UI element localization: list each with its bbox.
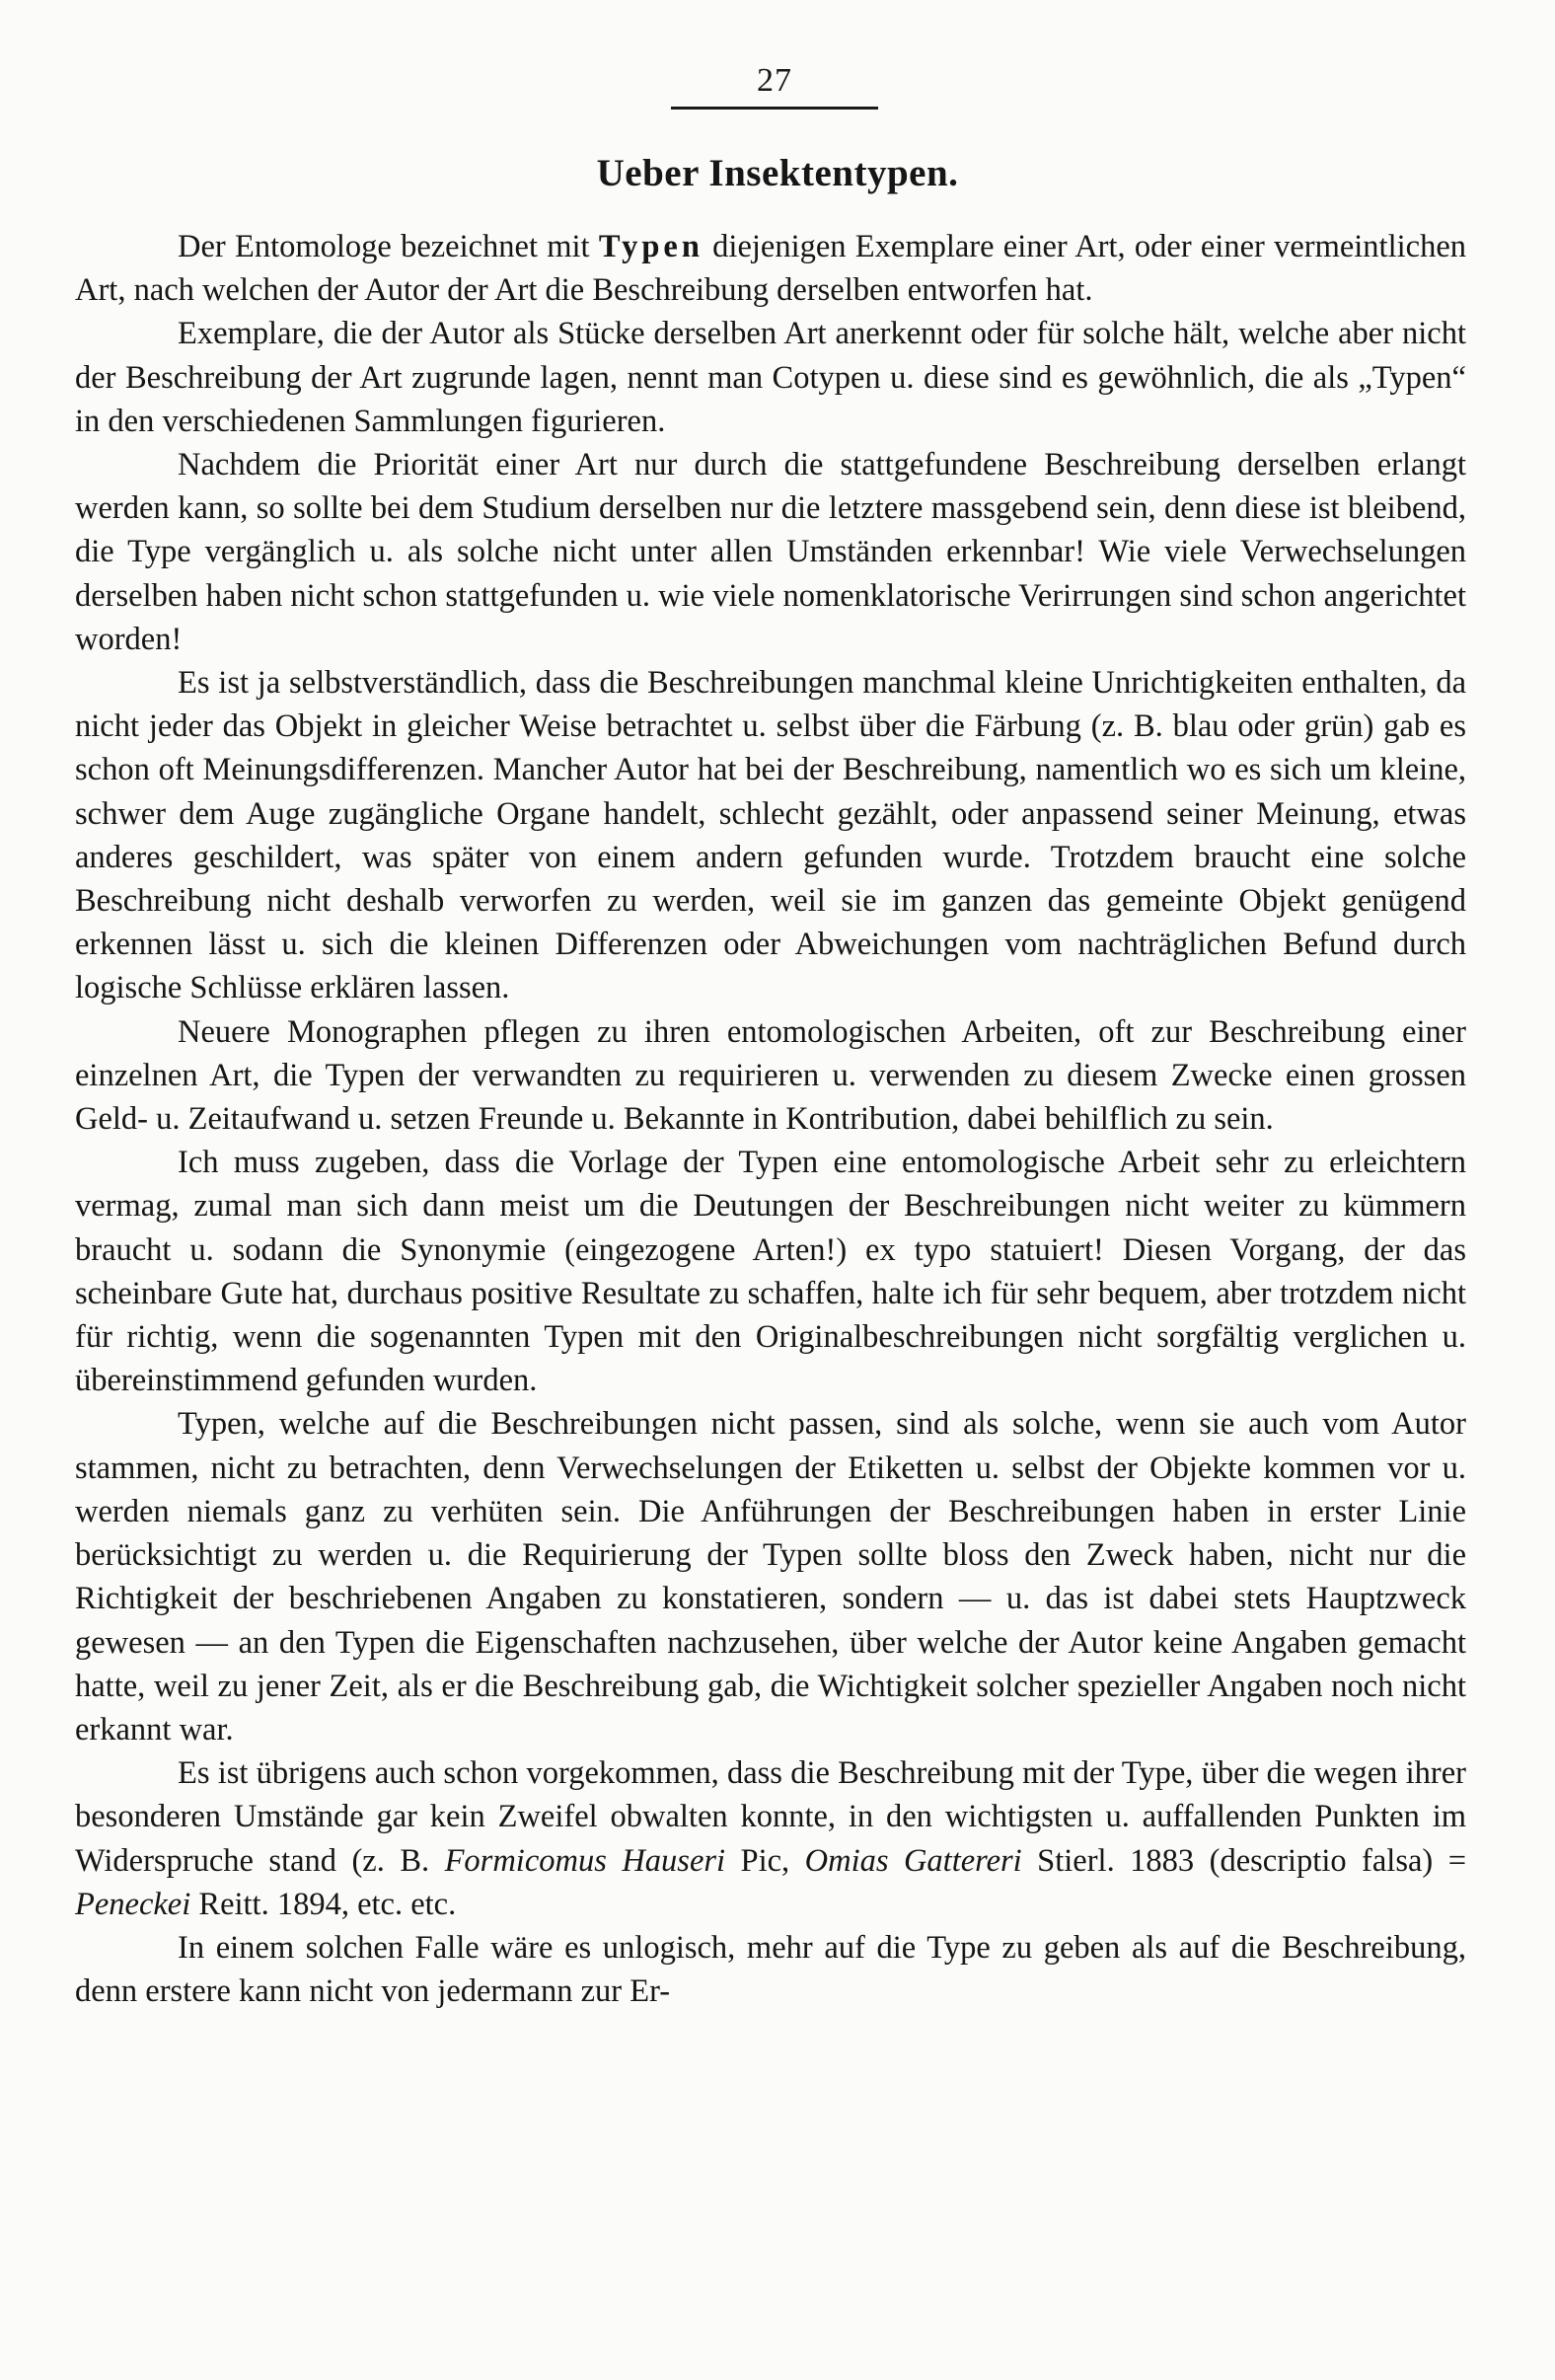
paragraph-5: Neuere Monographen pflegen zu ihren entomologischen Arbeiten, oft zur Beschreibung einer einzelnen Art, die Typen der verwandten zu requirieren u. verwenden zu diesem Zwecke einen grossen Geld- u. Zeitaufwand u. setzen Freunde u. Bekannte in Kontribution, dabei behilflich zu sein.: [75, 1013, 1466, 1138]
paragraph-4: Es ist ja selbstverständlich, dass die Beschreibungen manchmal kleine Unrichtigkeiten enthalten, da nicht jeder das Objekt in gleicher Weise betrachtet u. selbst über die Färbung (z. B. blau oder grün) gab es schon oft Meinungsdifferenzen. Mancher Autor hat bei der Beschreibung, namentlich wo es sich um kleine, schwer dem Auge zugängliche Organe handelt, schlecht gezählt, oder anpassend seiner Meinung, etwas anderes geschildert, was später von einem andern gefunden wurde. Trotzdem braucht eine solche Beschreibung nicht deshalb verworfen zu werden, weil sie im ganzen das gemeinte Objekt genügend erkennen lässt u. sich die kleinen Differenzen oder Abweichungen vom nachträglichen Befund durch logische Schlüsse erklären lassen.: [75, 665, 1466, 1006]
species-name-formicomus: Formicomus Hauseri: [444, 1842, 726, 1879]
paragraph-8-after: Reitt. 1894, etc. etc.: [190, 1886, 457, 1922]
article-title: Ueber Insektentypen.: [596, 152, 959, 194]
paragraph-1-after: diejenigen Exemplare einer Art, oder einer vermeintlichen Art, nach welchen der Autor der Art die Beschreibung derselben entworfen hat.: [75, 229, 1466, 309]
paragraph-2: Exemplare, die der Autor als Stücke derselben Art anerkennt oder für solche hält, welche aber nicht der Beschreibung der Art zugrunde lagen, nennt man Cotypen u. diese sind es gewöhnlich, die als „Typen“ in den verschiedenen Sammlungen figurieren.: [75, 316, 1466, 439]
paragraph-7: Typen, welche auf die Beschreibungen nicht passen, sind als solche, wenn sie auch vom Autor stammen, nicht zu betrachten, denn Verwechselungen der Etiketten u. selbst der Objekte kommen vor u. werden niemals ganz zu verhüten sein. Die Anführungen der Beschreibungen haben in erster Linie berücksichtigt zu werden u. die Requirierung der Typen sollte bloss den Zweck haben, nicht nur die Richtigkeit der beschriebenen Angaben zu konstatieren, sondern — u. das ist dabei stets Hauptzweck gewesen — an den Typen die Eigenschaften nachzusehen, über welche der Autor keine Angaben gemacht hatte, weil zu jener Zeit, als er die Beschreibung gab, die Wichtigkeit solcher spezieller Angaben noch nicht erkannt war.: [75, 1406, 1466, 1748]
page-header: [671, 61, 878, 110]
paragraph-8: [75, 1751, 1466, 1926]
paragraph-1-before: Der Entomologe bezeichnet mit: [178, 229, 599, 264]
page-number-rule: [671, 107, 878, 110]
paragraph-3: Nachdem die Priorität einer Art nur durch die stattgefundene Beschreibung derselben erlangt werden kann, so sollte bei dem Studium derselben nur die letztere massgebend sein, denn diese ist bleibend, die Type vergänglich u. als solche nicht unter allen Umständen erkennbar! Wie viele Verwechselungen derselben haben nicht schon stattgefunden u. wie viele nomenklatorische Verirrungen sind schon angerichtet worden!: [75, 447, 1467, 657]
paragraph-1-emphasis: Typen: [598, 229, 703, 264]
paragraph-8-middle: Pic,: [725, 1842, 805, 1879]
article-body: [75, 225, 1466, 2013]
page-number: 27: [757, 62, 792, 99]
paragraph-1: [75, 225, 1466, 312]
paragraph-8-middle2: Stierl. 1883 (descriptio falsa) =: [1021, 1842, 1467, 1879]
species-name-peneckei: Peneckei: [75, 1886, 191, 1922]
paragraph-9: In einem solchen Falle wäre es unlogisch, mehr auf die Type zu geben als auf die Beschreibung, denn erstere kann nicht von jedermann zur Er-: [75, 1929, 1466, 2010]
species-name-omias: Omias Gattereri: [804, 1842, 1022, 1879]
paragraph-6: Ich muss zugeben, dass die Vorlage der Typen eine entomologische Arbeit sehr zu erleichtern vermag, zumal man sich dann meist um die Deutungen der Beschreibungen nicht weiter zu kümmern braucht u. sodann die Synonymie (eingezogene Arten!) ex typo statuiert! Diesen Vorgang, der das scheinbare Gute hat, durchaus positive Resultate zu schaffen, halte ich für sehr bequem, aber trotzdem nicht für richtig, wenn die sogenannten Typen mit den Originalbeschreibungen nicht sorgfältig verglichen u. übereinstimmend gefunden wurden.: [75, 1145, 1466, 1399]
paragraph-8-before: Es ist übrigens auch schon vorgekommen, dass die Beschreibung mit der Type, über die wegen ihrer besonderen Umstände gar kein Zweifel obwalten konnte, in den wichtigsten u. auffallenden Punkten im Widerspruche stand (z. B.: [75, 1755, 1466, 1879]
